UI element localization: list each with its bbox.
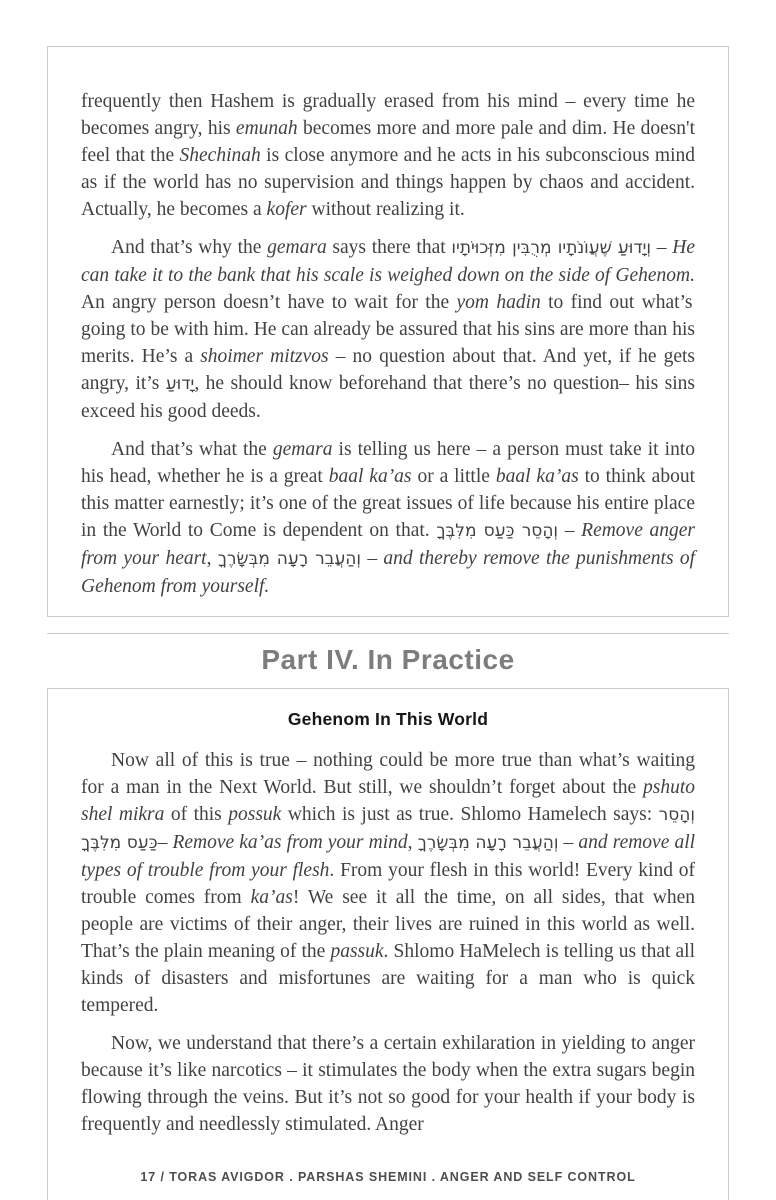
emphasis-text: gemara (267, 237, 327, 258)
hebrew-text: וְהָסֵר כַּעַס מִלִּבֶּךָ (81, 805, 696, 853)
emphasis-text: kofer (266, 199, 307, 220)
text-run: , (407, 832, 418, 853)
emphasis-text: possuk (228, 804, 282, 825)
body-paragraph (81, 747, 695, 1019)
text-run: Now, we understand that there’s a certain exhilaration in yielding to anger because it’s like narcotics – it stimulates the body when the extra sugars begin flowing through the veins. But it’s not so good for your health if your body is frequently and needlessly stimulated. Anger (81, 1033, 695, 1135)
emphasis-text: shoimer mitzvos (200, 346, 329, 367)
text-run: or a little (411, 466, 496, 487)
emphasis-text: He can take it to the bank that his scale is weighed down on the side of Gehenom. (81, 237, 696, 286)
text-run: without realizing it. (306, 199, 465, 220)
emphasis-text: Shechinah (179, 145, 261, 166)
body-paragraph (81, 436, 695, 600)
text-run: is close anymore and he acts in his subconscious mind as if the world has no supervision and things happen by chaos and accident. Actually, he becomes a (81, 145, 695, 220)
hebrew-text: יָדוּעַ (165, 374, 195, 394)
text-run: – (157, 832, 173, 853)
hebrew-text: וְהָסֵר כַּעַס מִלִּבֶּךָ (436, 521, 559, 541)
document-page (0, 46, 776, 1200)
emphasis-text: and remove all types of trouble from your flesh (81, 832, 696, 881)
text-run: – (558, 832, 579, 853)
text-run: , (206, 548, 218, 569)
text-run: And that’s why the (111, 237, 268, 258)
text-run: And that’s what the (111, 439, 273, 460)
text-run: – (558, 520, 582, 541)
text-run: An angry person doesn’t have to wait for the (81, 292, 457, 313)
emphasis-text: yom hadin (456, 292, 541, 313)
part-heading-band (47, 633, 729, 688)
page-footer: 17 / TORAS AVIGDOR . PARSHAS SHEMINI . ANGER AND SELF CONTROL (140, 1170, 636, 1184)
text-run: of this (164, 804, 229, 825)
emphasis-text: ka’as (250, 887, 293, 908)
bottom-paragraphs (81, 747, 695, 1138)
text-run: to think about this matter earnestly; it’s one of the great issues of life because his entire place in the World to Come is dependent on that. (81, 466, 695, 541)
emphasis-text: Remove ka’as from your mind (172, 832, 408, 853)
bottom-text-section (47, 688, 729, 1200)
hebrew-text: וְיָדוּעַ שֶׁעֲוֹנֹתָיו מְרֻבִּין מִזְּכוּיֹתָיו (451, 238, 652, 258)
text-run: , he should know beforehand that there’s no question– his sins exceed his good deeds. (81, 373, 695, 422)
emphasis-text: baal ka’as (495, 466, 579, 487)
text-run: . Shlomo HaMelech is telling us that all kinds of disasters and misfortunes are waiting for a man who is quick tempered. (81, 941, 696, 1016)
emphasis-text: emunah (235, 118, 298, 139)
section-subheading: Gehenom In This World (287, 709, 489, 729)
text-run: ! We see it all the time, on all sides, that when people are victims of their anger, their lives are ruined in this world as well. That’s the plain meaning of the (81, 887, 695, 962)
text-run: – no question about that. And yet, if he gets angry, it’s (81, 346, 695, 394)
emphasis-text: and thereby remove the punishments of Gehenom from yourself. (81, 548, 696, 597)
text-run: says there that (326, 237, 452, 258)
text-run: – (361, 548, 384, 569)
emphasis-text: pshuto shel mikra (81, 777, 695, 825)
text-run: to find out what’s going to be with him. He can already be assured that his sins are more than his merits. He’s a (81, 292, 695, 367)
hebrew-text: וְהַעֲבֵר רָעָה מִבְּשָׂרֶךָ (417, 833, 559, 853)
body-paragraph (81, 234, 695, 425)
top-paragraphs (81, 88, 695, 600)
text-run: is telling us here – a person must take it into his head, whether he is a great (81, 439, 695, 487)
text-run: . From your flesh in this world! Every kind of trouble comes from (81, 860, 695, 908)
part-heading: Part IV. In Practice (261, 644, 515, 675)
emphasis-text: gemara (272, 439, 333, 460)
text-run: which is just as true. Shlomo Hamelech says: (281, 804, 659, 825)
text-run: Now all of this is true – nothing could be more true than what’s waiting for a man in the Next World. But still, we shouldn’t forget about the (81, 750, 695, 798)
emphasis-text: passuk (330, 941, 384, 962)
text-run: – (651, 237, 673, 258)
top-text-section (47, 46, 729, 617)
emphasis-text: Remove anger from your heart (81, 520, 696, 569)
body-paragraph (81, 1030, 695, 1138)
text-run: becomes more and more pale and dim. He doesn't feel that the (81, 118, 695, 166)
text-run: frequently then Hashem is gradually erased from his mind – every time he becomes angry, his (81, 91, 695, 139)
body-paragraph (81, 88, 695, 223)
emphasis-text: baal ka’as (328, 466, 412, 487)
hebrew-text: וְהַעֲבֵר רָעָה מִבְּשָׂרֶךָ (217, 549, 362, 569)
